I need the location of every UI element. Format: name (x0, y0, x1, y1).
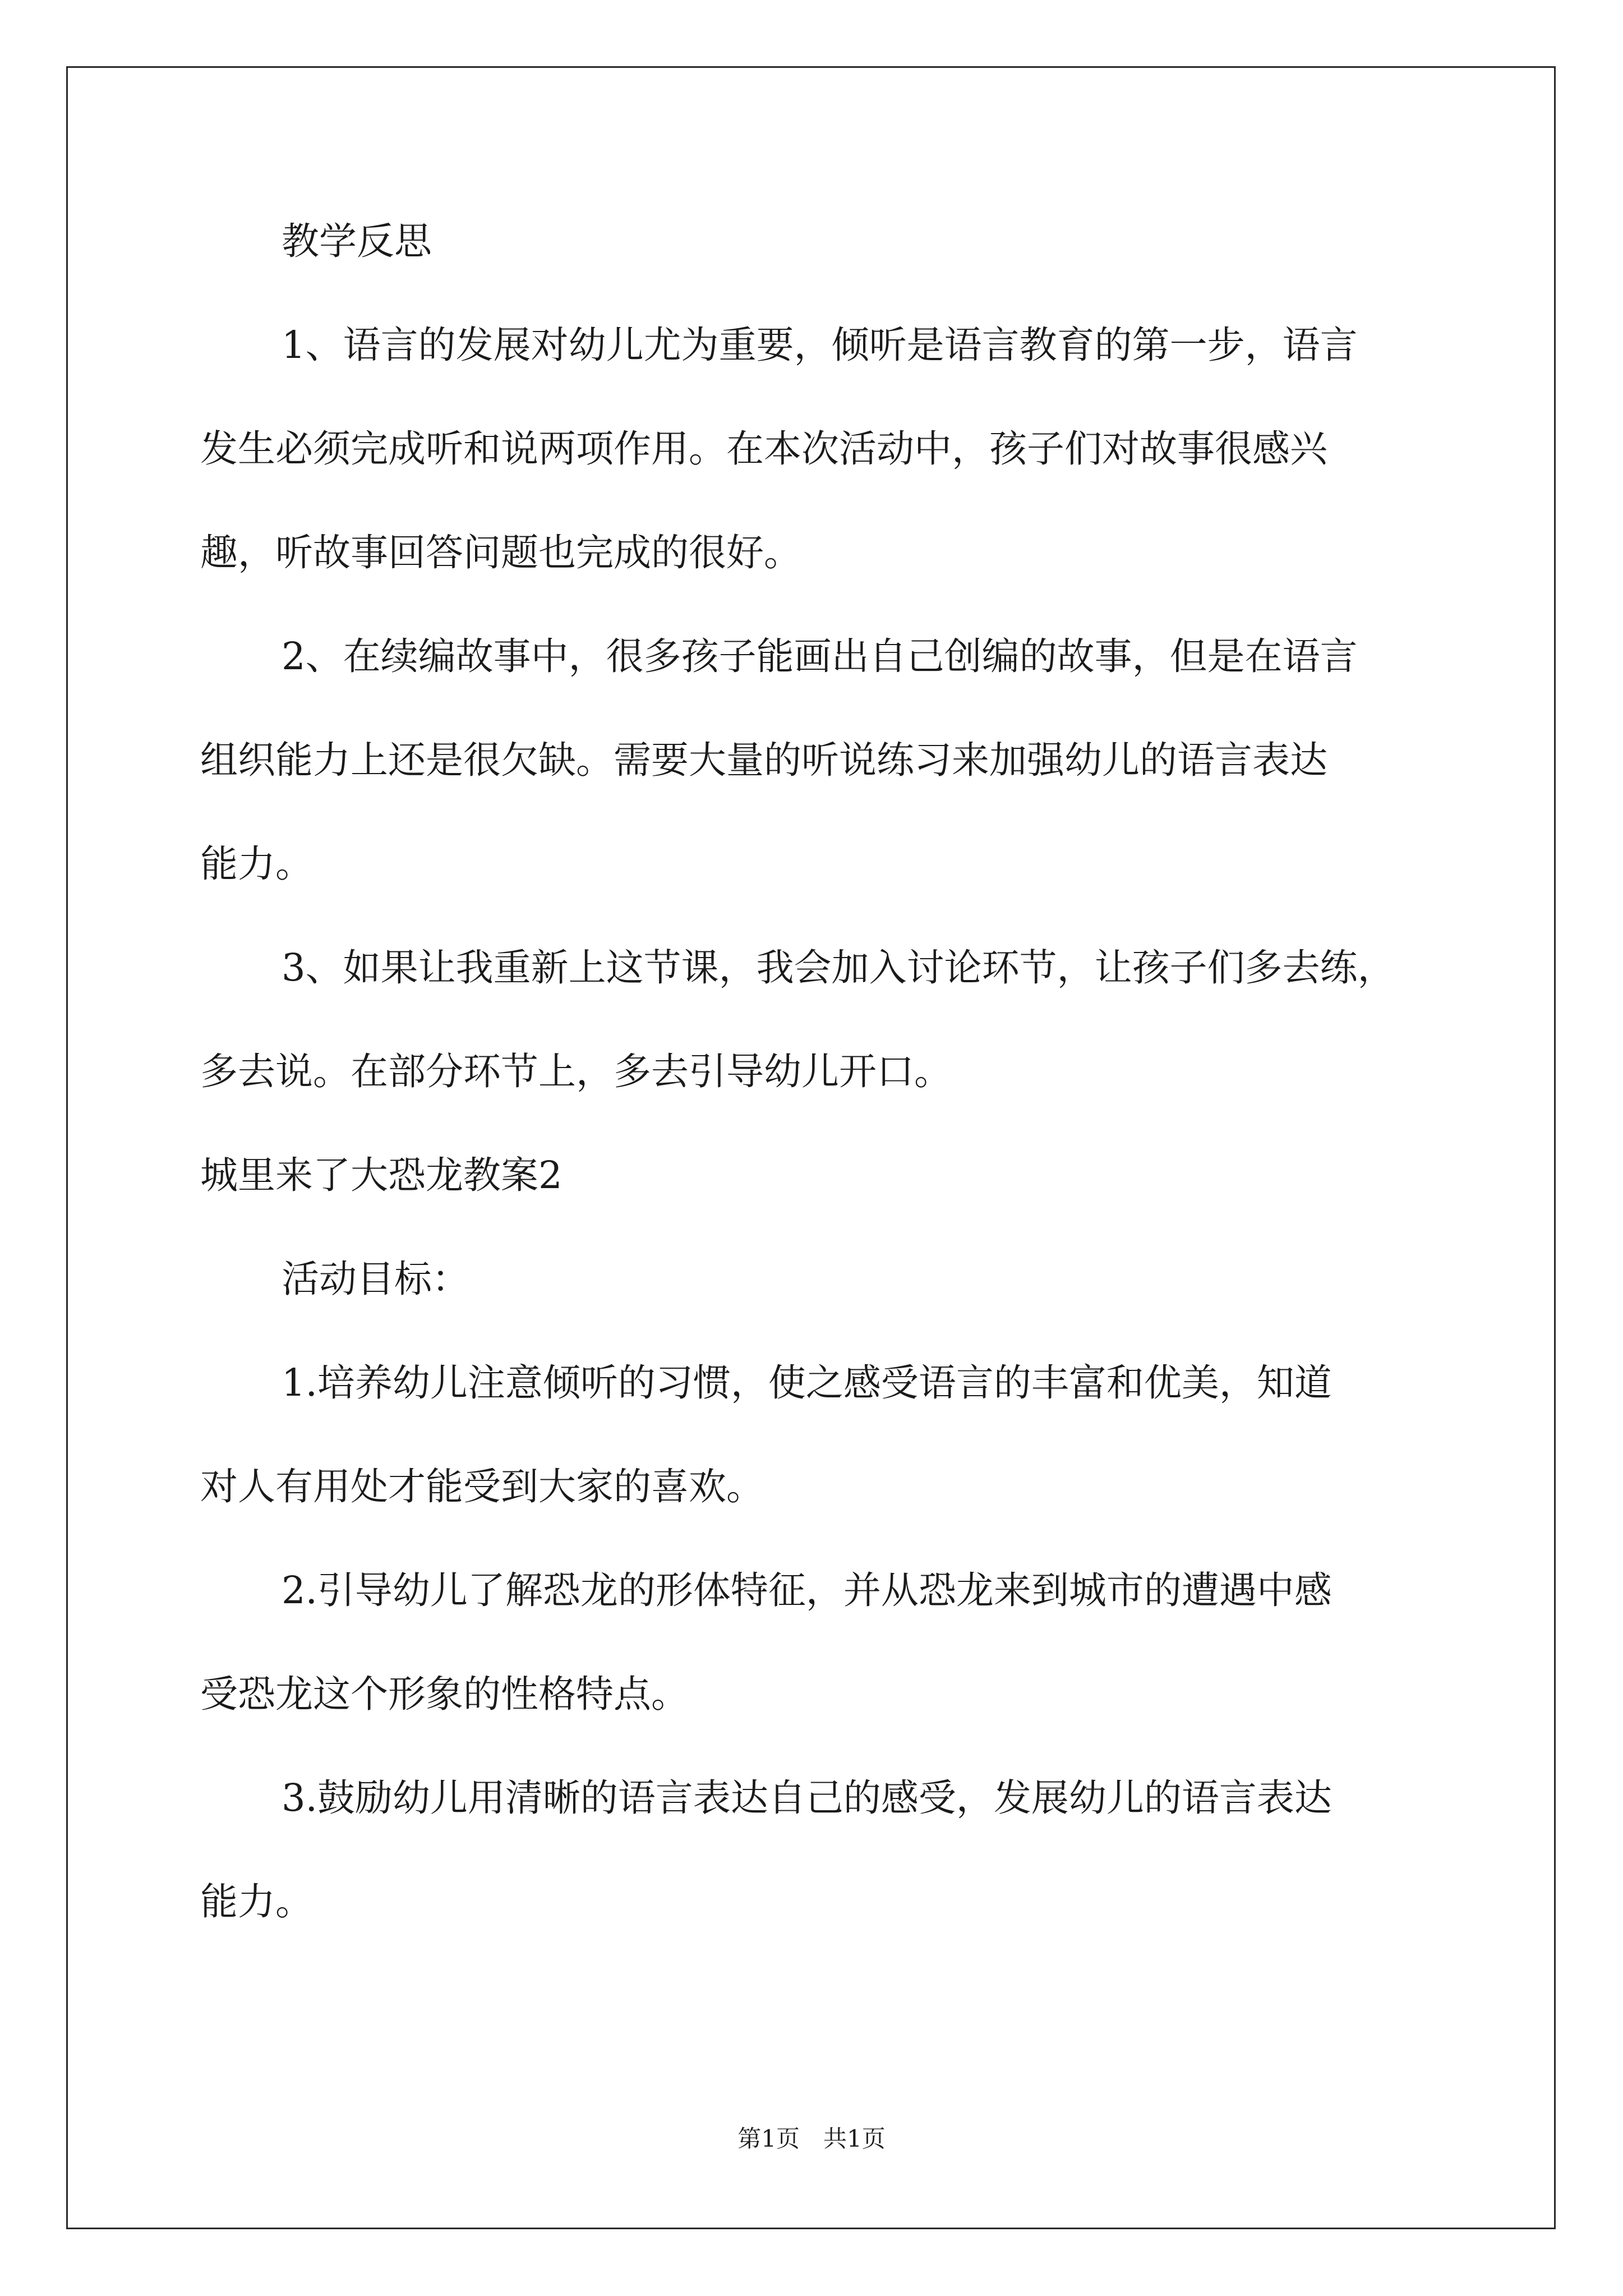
paragraph-line: 多去说。在部分环节上，多去引导幼儿开口。 (200, 1050, 952, 1093)
paragraph-line: 2.引导幼儿了解恐龙的形体特征，并从恐龙来到城市的遭遇中感 (282, 1568, 1332, 1612)
section-heading-reflection: 教学反思 (282, 219, 432, 263)
section-heading-objectives: 活动目标： (282, 1257, 469, 1301)
paragraph-line: 能力。 (200, 1880, 313, 1924)
paragraph-line: 组织能力上还是很欠缺。需要大量的听说练习来加强幼儿的语言表达 (200, 738, 1327, 782)
paragraph-line: 1.培养幼儿注意倾听的习惯，使之感受语言的丰富和优美，知道 (282, 1361, 1332, 1405)
paragraph-line: 发生必须完成听和说两项作用。在本次活动中，孩子们对故事很感兴 (200, 427, 1327, 471)
paragraph-line: 趣，听故事回答问题也完成的很好。 (200, 531, 801, 574)
paragraph-line: 受恐龙这个形象的性格特点。 (200, 1672, 689, 1716)
paragraph-line: 2、在续编故事中，很多孩子能画出自己创编的故事，但是在语言 (282, 634, 1358, 678)
document-title: 城里来了大恐龙教案2 (200, 1153, 562, 1197)
paragraph-line: 对人有用处才能受到大家的喜欢。 (200, 1465, 764, 1508)
paragraph-line: 3、如果让我重新上这节课，我会加入讨论环节，让孩子们多去练， (282, 946, 1395, 990)
paragraph-line: 3.鼓励幼儿用清晰的语言表达自己的感受，发展幼儿的语言表达 (282, 1776, 1332, 1820)
page-number-footer: 第1页 共1页 (737, 2125, 886, 2152)
paragraph-line: 能力。 (200, 842, 313, 886)
paragraph-line: 1、语言的发展对幼儿尤为重要，倾听是语言教育的第一步，语言 (282, 323, 1358, 367)
